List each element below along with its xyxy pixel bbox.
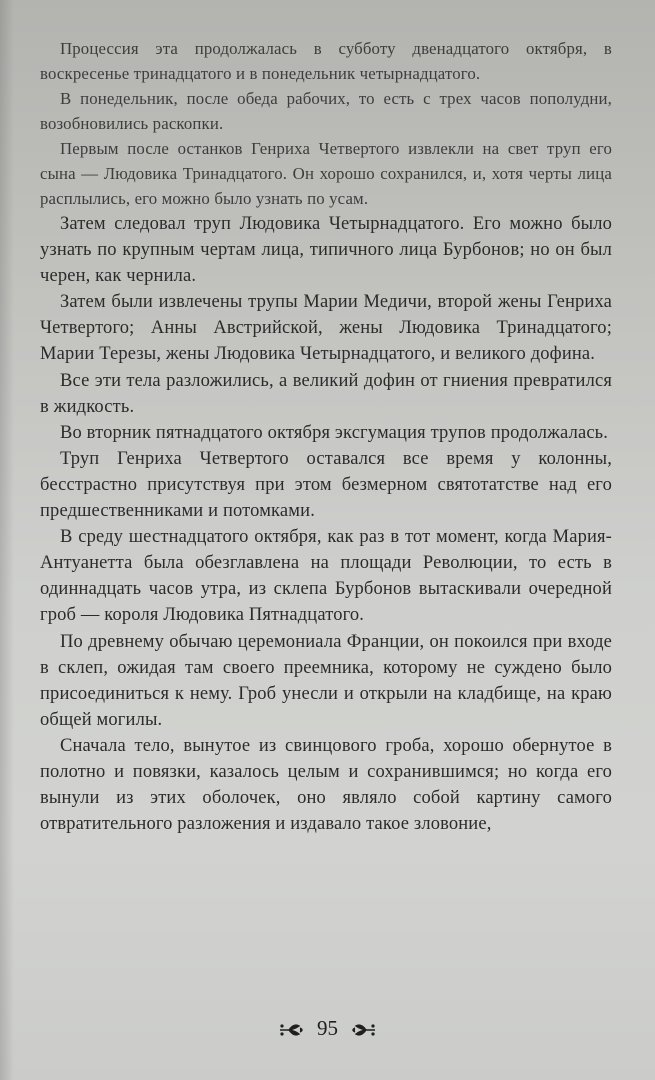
paragraph: Все эти тела разложились, а великий дофин от гниения превратился в жидкость.: [40, 370, 612, 417]
paragraph: Первым после останков Генриха Четвертого извлекли на свет труп его сына — Людовика Тринадцатого. Он хорошо сохранился, и, хотя черты лица расплылись, его можно было узнать по усам.: [40, 139, 612, 208]
paragraph: Затем были извлечены трупы Марии Медичи, второй жены Генриха Четвертого; Анны Австрийской, жены Людовика Тринадцатого; Марии Терезы, жены Людовика Четырнадцатого, и великого дофина.: [40, 292, 612, 365]
paragraph: Труп Генриха Четвертого оставался все время у колонны, бесстрастно присутствуя при этом безмерном святотатстве над его предшественниками и потомками.: [40, 448, 612, 522]
page-footer: [0, 1016, 655, 1041]
body-text: [40, 36, 612, 837]
paragraph: Процессия эта продолжалась в субботу двенадцатого октября, в воскресенье тринадцатого и в понедельник четырнадцатого.: [40, 39, 612, 83]
paragraph: В понедельник, после обеда рабочих, то есть с трех часов пополудни, возобновились раскопки.: [40, 89, 612, 133]
page-number: 95: [317, 1016, 338, 1040]
page-edge-shadow: [0, 0, 14, 1080]
paragraph: Затем следовал труп Людовика Четырнадцатого. Его можно было узнать по крупным чертам лица, типичного лица Бурбонов; но он был черен, как чернила.: [40, 214, 612, 287]
paragraph: Во вторник пятнадцатого октября эксгумация трупов продолжалась.: [60, 422, 609, 443]
paragraph: По древнему обычаю церемониала Франции, он покоился при входе в склеп, ожидая там своего преемника, которому не суждено было присоединиться к нему. Гроб унесли и открыли на кладбище, на краю общей могилы.: [40, 631, 612, 730]
paragraph: Сначала тело, вынутое из свинцового гроба, хорошо обернутое в полотно и повязки, казалось целым и сохранившимся; но когда его вынули из этих оболочек, оно являло собой картину самого отвратительного разложения и издавало такое зловоние,: [40, 735, 612, 835]
fleuron-right-icon: [349, 1020, 379, 1040]
fleuron-left-icon: [276, 1020, 306, 1040]
paragraph: В среду шестнадцатого октября, как раз в тот момент, когда Мария-Антуанетта была обезглавлена на площади Революции, то есть в одиннадцать часов утра, из склепа Бурбонов вытаскивали очередной гроб — короля Людовика Пятнадцатого.: [40, 527, 612, 626]
